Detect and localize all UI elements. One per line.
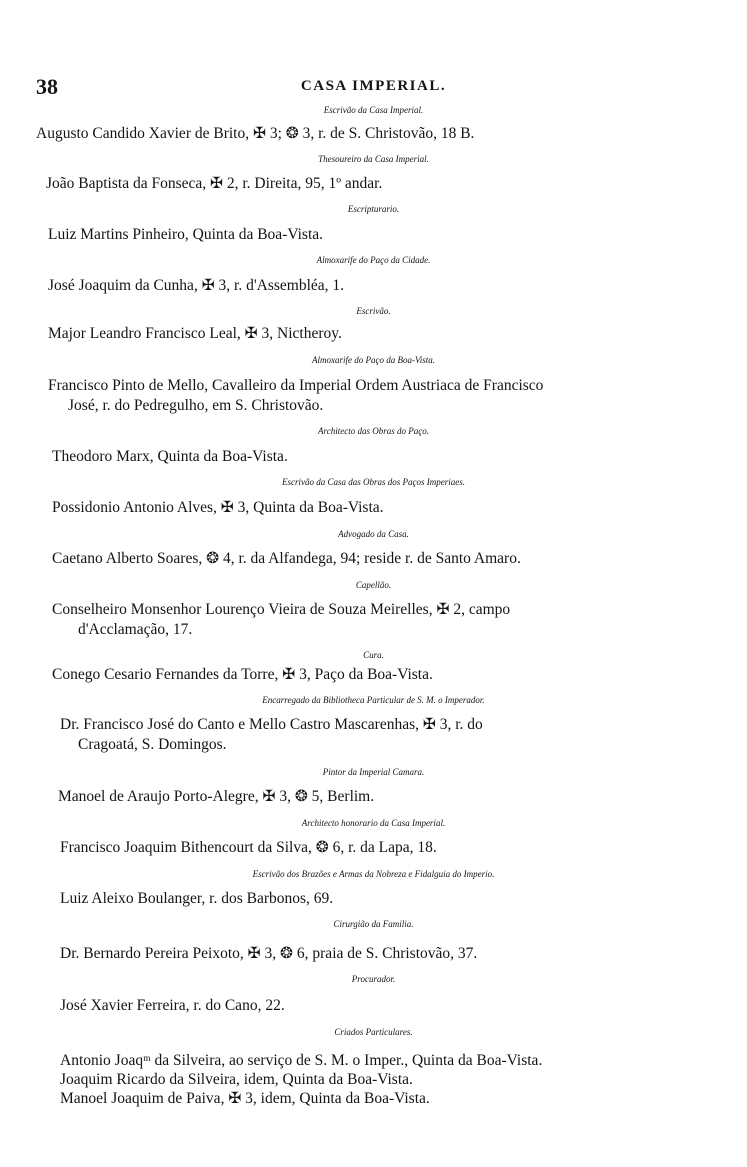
section-heading: Procurador. xyxy=(351,974,396,984)
entry-line: Manoel de Araujo Porto-Alegre, ✠ 3, ❂ 5, Berlim. xyxy=(58,788,375,805)
entry-line: Luiz Martins Pinheiro, Quinta da Boa-Vista. xyxy=(48,226,324,243)
entry-continuation: José, r. do Pedregulho, em S. Christovão. xyxy=(68,397,324,414)
entry-continuation: Cragoatá, S. Domingos. xyxy=(78,736,227,753)
section-heading: Advogado da Casa. xyxy=(338,529,409,539)
entry-line: Caetano Alberto Soares, ❂ 4, r. da Alfandega, 94; reside r. de Santo Amaro. xyxy=(52,550,521,567)
entry-line: Dr. Bernardo Pereira Peixoto, ✠ 3, ❂ 6, praia de S. Christovão, 37. xyxy=(60,945,478,962)
entry-line: Possidonio Antonio Alves, ✠ 3, Quinta da Boa-Vista. xyxy=(52,499,384,516)
section-heading: Architecto das Obras do Paço. xyxy=(318,426,429,436)
entry-line: João Baptista da Fonseca, ✠ 2, r. Direita, 95, 1º andar. xyxy=(46,175,383,192)
running-header xyxy=(0,74,747,102)
entry-line: Augusto Candido Xavier de Brito, ✠ 3; ❂ 3, r. de S. Christovão, 18 B. xyxy=(36,125,475,142)
entry-line: Dr. Francisco José do Canto e Mello Castro Mascarenhas, ✠ 3, r. do xyxy=(60,716,483,733)
section-heading: Escripturario. xyxy=(347,204,400,214)
entry-line: José Xavier Ferreira, r. do Cano, 22. xyxy=(60,997,285,1014)
section-heading: Escrivão. xyxy=(356,306,391,316)
entry-line: Theodoro Marx, Quinta da Boa-Vista. xyxy=(52,448,288,465)
section-heading: Almoxarife do Paço da Cidade. xyxy=(316,255,431,265)
entry-line: Luiz Aleixo Boulanger, r. dos Barbonos, 69. xyxy=(60,890,334,907)
entry-continuation: d'Acclamação, 17. xyxy=(78,621,193,638)
section-heading: Encarregado da Bibliotheca Particular de S. M. o Imperador. xyxy=(262,695,485,705)
entry-line: Conselheiro Monsenhor Lourenço Vieira de Souza Meirelles, ✠ 2, campo xyxy=(52,601,511,618)
entry-line: Joaquim Ricardo da Silveira, idem, Quinta da Boa-Vista. xyxy=(60,1071,413,1088)
section-heading: Thesoureiro da Casa Imperial. xyxy=(318,154,429,164)
section-heading: Almoxarife do Paço da Boa-Vista. xyxy=(311,355,436,365)
entry-line: Francisco Pinto de Mello, Cavalleiro da Imperial Ordem Austriaca de Francisco xyxy=(48,377,544,394)
section-heading: Cirurgião da Familia. xyxy=(333,919,414,929)
section-heading: Pintor da Imperial Camara. xyxy=(322,767,425,777)
section-heading: Capellão. xyxy=(355,580,392,590)
section-heading: Escrivão da Casa Imperial. xyxy=(323,105,424,115)
page-title: CASA IMPERIAL. xyxy=(300,78,447,94)
entry-line: José Joaquim da Cunha, ✠ 3, r. d'Assembléa, 1. xyxy=(48,277,345,294)
entry-line: Conego Cesario Fernandes da Torre, ✠ 3, Paço da Boa-Vista. xyxy=(52,666,433,683)
section-heading: Escrivão dos Brazões e Armas da Nobreza e Fidalguia do Imperio. xyxy=(252,869,495,879)
section-heading: Escrivão da Casa das Obras dos Paços Imperiaes. xyxy=(282,477,465,487)
entry-line: Major Leandro Francisco Leal, ✠ 3, Nictheroy. xyxy=(48,325,342,342)
entry-line: Manoel Joaquim de Paiva, ✠ 3, idem, Quinta da Boa-Vista. xyxy=(60,1090,430,1107)
page-number: 38 xyxy=(36,74,58,99)
section-heading: Cura. xyxy=(363,650,384,660)
entry-line: Antonio Joaqᵐ da Silveira, ao serviço de S. M. o Imper., Quinta da Boa-Vista. xyxy=(60,1052,543,1069)
section-heading: Architecto honorario da Casa Imperial. xyxy=(301,818,446,828)
entry-line: Francisco Joaquim Bithencourt da Silva, ❂ 6, r. da Lapa, 18. xyxy=(60,839,437,856)
section-heading: Criados Particulares. xyxy=(334,1027,413,1037)
